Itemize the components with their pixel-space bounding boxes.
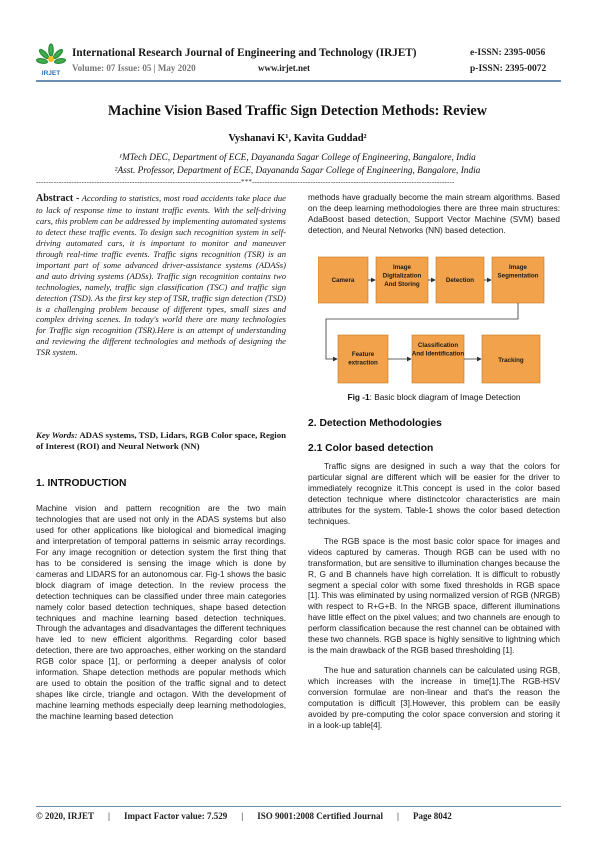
block-label-line: Digitalization xyxy=(382,272,422,280)
paper-title: Machine Vision Based Traffic Sign Detection Methods: Review xyxy=(108,103,487,119)
journal-title: International Research Journal of Engineering and Technology (IRJET) xyxy=(72,47,417,59)
block-label-line: Image xyxy=(393,264,411,271)
block-diagram xyxy=(318,255,552,387)
section-2-1-body xyxy=(308,462,560,741)
block-label-line: And Identification xyxy=(411,350,465,358)
irjet-logo-icon xyxy=(36,42,66,78)
paper-authors: Vyshanavi K¹, Kavita Guddad² xyxy=(228,133,367,144)
intro-heading: 1. INTRODUCTION xyxy=(36,478,127,489)
footer-iso: ISO 9001:2008 Certified Journal xyxy=(257,811,384,821)
block-label-line: Classification xyxy=(417,342,459,349)
journal-website-link[interactable]: www.irjet.net xyxy=(258,63,310,73)
keywords-text: ADAS systems, TSD, Lidars, RGB Color space, Region of Interest (ROI) and Neural Network (NN) xyxy=(36,430,286,452)
block-label-detection: Detection xyxy=(445,277,475,284)
footer-separator: | xyxy=(241,811,244,821)
figure-label: Fig -1 xyxy=(347,392,370,402)
volume-issue: Volume: 07 Issue: 05 | May 2020 xyxy=(72,63,196,73)
figure-caption xyxy=(308,392,560,402)
pissn: p-ISSN: 2395-0072 xyxy=(470,64,547,74)
block-label-line: extraction xyxy=(348,359,378,367)
block-label-line: And Storing xyxy=(384,281,420,288)
section-2-1-heading: 2.1 Color based detection xyxy=(308,443,434,454)
footer-page-number: Page 8042 xyxy=(413,811,452,821)
block-label-tracking: Tracking xyxy=(498,357,524,364)
svg-text:IRJET: IRJET xyxy=(41,70,61,77)
header-rule xyxy=(36,80,561,82)
page-footer xyxy=(36,811,561,821)
block-label-camera: Camera xyxy=(331,277,355,284)
block-label-feature-extraction xyxy=(348,351,378,367)
right-column-intro-continued: methods have gradually become the main stream algorithms. Based on the deep learning methodologies there are three main structures: AdaBoost based detection, Support Vector Machine (SVM) based detection, and Neural Networks (NN) based detection. xyxy=(308,193,560,235)
footer-separator: | xyxy=(107,811,110,821)
abstract-label: Abstract - xyxy=(36,193,80,204)
paragraph: Traffic signs are designed in such a way that the colors for particular signal are different which will be easier for the driver to immediately recognize it.This concept is used in the color based detection technique where distinctcolor characteristics are main attributes for the system. Table-1 shows the color based detection techniques. xyxy=(308,462,560,526)
footer-separator: | xyxy=(397,811,400,821)
section-divider: ---------------------------------------------------------------------------------***-------------------------------------------------------------------------------- xyxy=(36,178,455,186)
footer-copyright: © 2020, IRJET xyxy=(36,811,94,821)
paragraph: The RGB space is the most basic color space for images and videos captured by cameras. Though RGB can be used with no transformation, but are sensitive to illumination changes because the R, G and B channels have high correlation. It is difficult to robustly segment a special color with some fixed thresholds in RGB space [1]. This was eliminated by using normalized version of RGB (NRGB) with respect to R+G+B. In the NRGB space, different illuminations have little effect on the pixel values; and two channels are enough to perform classification because the rest channel can be obtained with these two channels. RGB space is highly sensitive to lightning which is the main drawback of the RGB based thresholding [1]. xyxy=(308,536,560,656)
block-label-line: Feature xyxy=(351,351,375,358)
abstract-text: According to statistics, most road accidents take place due to lack of response time to instant traffic events. With the self-driving cars, this problem can be addressed by implementing automated systems to detect these traffic events. To design such recognition system in self-driving automated cars, it is important to monitor and maneuver through real-time traffic events. Traffic signs recognition (TSR) is an important part of some advanced driver-assistance systems (ADASs) and auto driving systems (ADSs). Traffic sign recognition contains two technologies, namely, traffic sign classification (TSC) and traffic sign detection (TSD). As the first key step of TSR, traffic sign detection (TSD) is a challenging problem because of different types, small sizes and complex driving scenes. In today's world there are many technologies for Traffic sign recognition (TSR).Here is an attempt of understanding and reviewing the different technologies and methods of designing the TSR system. xyxy=(36,193,286,358)
block-label-line: Segmentation xyxy=(497,272,539,280)
footer-rule xyxy=(36,806,561,807)
block-label-classification xyxy=(412,342,464,358)
footer-impact-factor: Impact Factor value: 7.529 xyxy=(123,811,228,821)
paragraph: The hue and saturation channels can be calculated using RGB, which increases with the increase in time[1].The RGB-HSV conversion formulae are non-linear and that's the reason the computation is difficult [3].However, this problem can be easily avoided by pre-computing the color space conversion and storing it in a look-up table[4]. xyxy=(308,666,560,730)
block-label-line: Image xyxy=(509,264,527,271)
eissn: e-ISSN: 2395-0056 xyxy=(470,48,546,58)
section-2-heading: 2. Detection Methodologies xyxy=(308,418,442,429)
affiliation-2: ²Asst. Professor, Department of ECE, Dayananda Sagar College of Engineering, Bangalore, India xyxy=(114,166,481,176)
intro-text: Machine vision and pattern recognition are the two main technologies that are used not only in the ADAS systems but also used for other applications like biological and biomedical imaging and interpretation of temporal patterns in seismic array recordings. For any image recognition or detection system the first thing that has to be considered is sensing the image which is done by cameras and LIDARS for an autonomous car. Fig-1 shows the basic block diagram of image detection. In the review process the detection techniques can be classified under three main categories namely color based detection techniques, shape based detection techniques and machine learning based detection techniques. Through the advantages and disadvantages the different techniques have led to new efficient algorithms. Regarding color based detection, there are two approaches, either working on the standard RGB color space [1], or performing a deeper analysis of color information. Shape detection methods are popular methods which are used to obtain the position of the traffic signal and to detect shapes like circle, triangle and octagon. With the development of machine learning methods especially deep learning methodologies, the machine learning based detection xyxy=(36,504,286,722)
keywords xyxy=(36,430,286,452)
keywords-label: Key Words: xyxy=(36,430,78,440)
affiliation-1: ¹MTech DEC, Department of ECE, Dayananda Sagar College of Engineering, Bangalore, India xyxy=(119,153,476,163)
abstract xyxy=(36,193,286,358)
figure-caption-text: : Basic block diagram of Image Detection xyxy=(369,392,521,402)
